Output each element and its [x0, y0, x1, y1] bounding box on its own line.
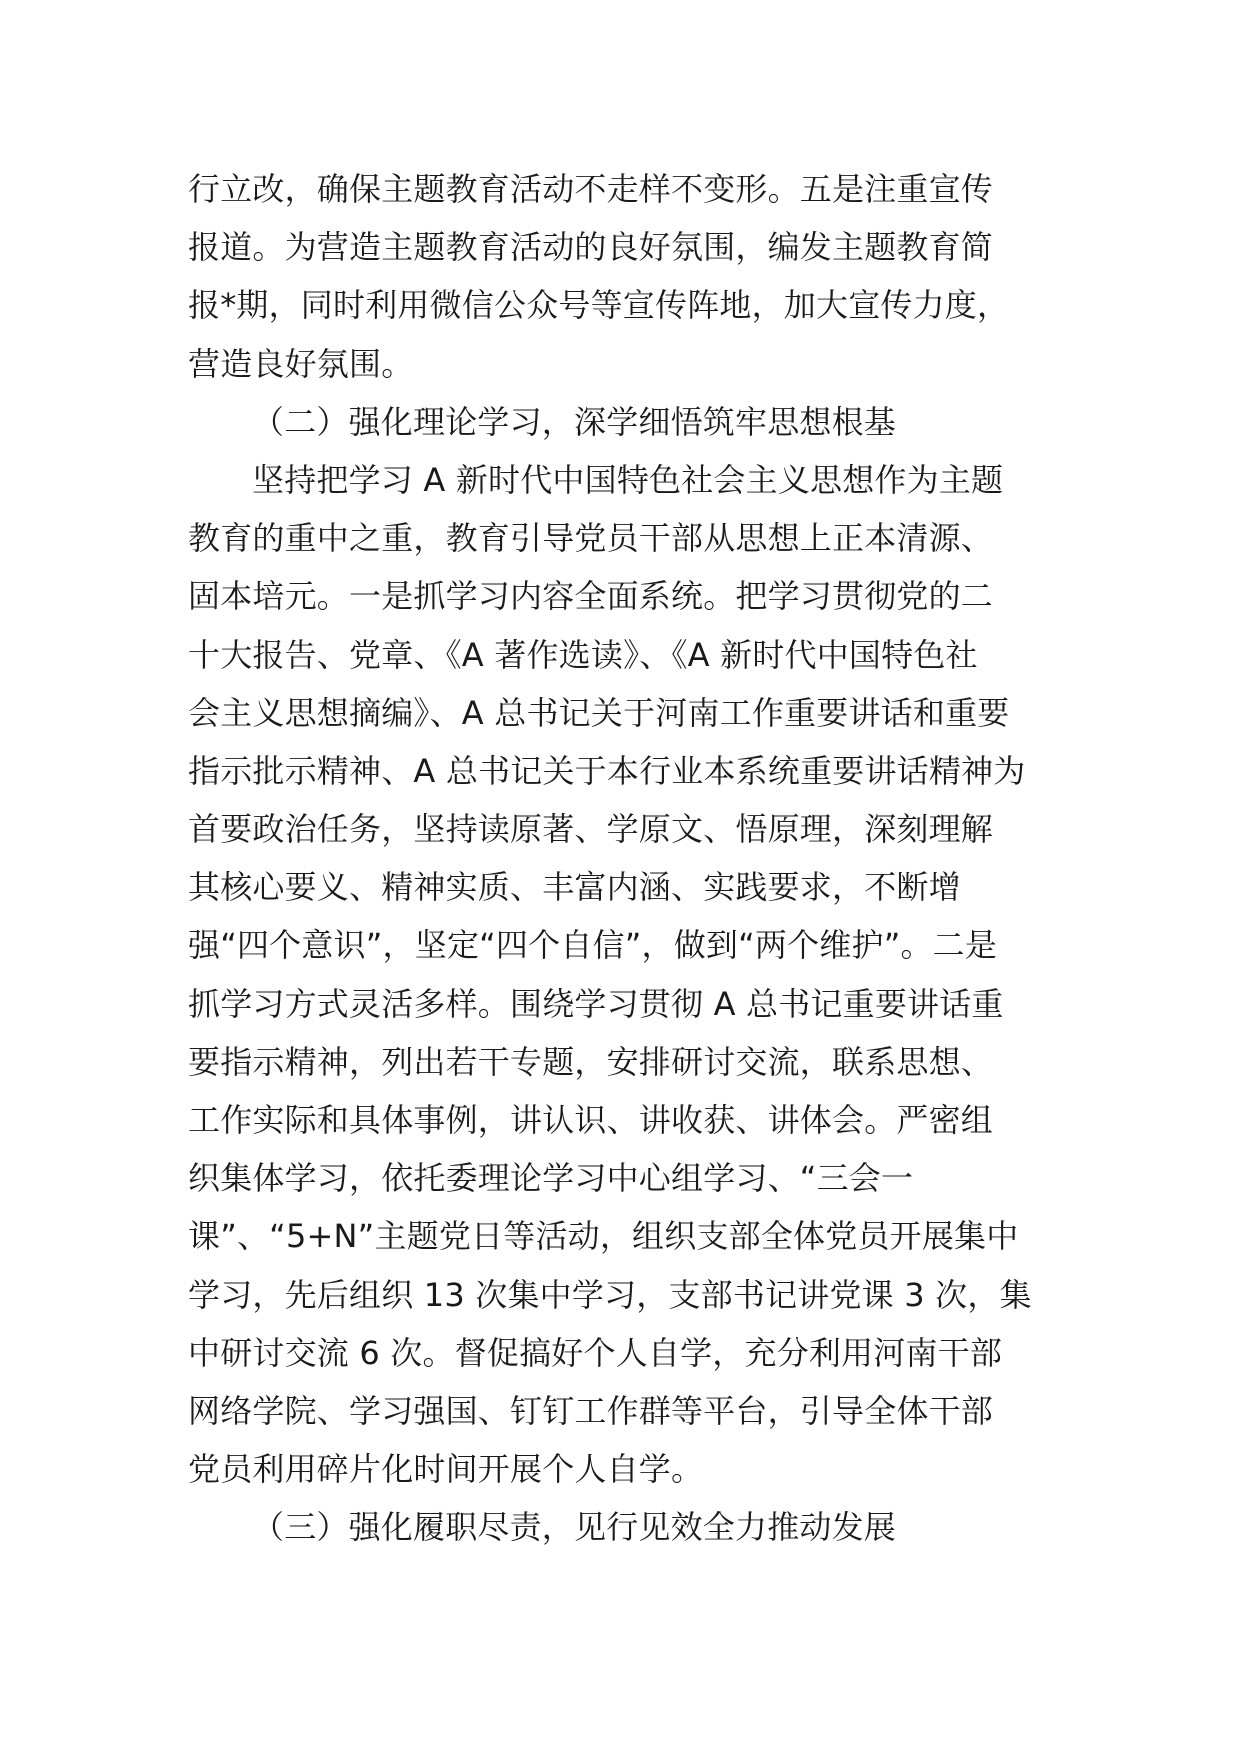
paragraph-line: 指示批示精神、A 总书记关于本行业本系统重要讲话精神为 [188, 751, 1026, 790]
document-body [188, 160, 1068, 1557]
paragraph-line-indented: 坚持把学习 A 新时代中国特色社会主义思想作为主题 [252, 460, 1004, 499]
paragraph-line: 固本培元。一是抓学习内容全面系统。把学习贯彻党的二 [188, 577, 994, 616]
paragraph-line: 课”、“5+N”主题党日等活动，组织支部全体党员开展集中 [188, 1217, 1019, 1256]
paragraph-line: 抓学习方式灵活多样。围绕学习贯彻 A 总书记重要讲话重 [188, 984, 1004, 1023]
paragraph-line: 工作实际和具体事例，讲认识、讲收获、讲体会。严密组 [188, 1101, 994, 1139]
paragraph-line: 营造良好氛围。 [188, 344, 414, 383]
paragraph-line-indented: （三）强化履职尽责，见行见效全力推动发展 [252, 1508, 897, 1547]
paragraph-line: 教育的重中之重，教育引导党员干部从思想上正本清源、 [188, 519, 994, 558]
paragraph-line: 网络学院、学习强国、钉钉工作群等平台，引导全体干部 [188, 1391, 994, 1430]
paragraph-line-indented: （二）强化理论学习，深学细悟筑牢思想根基 [252, 402, 897, 441]
paragraph-line: 织集体学习，依托委理论学习中心组学习、“三会一 [188, 1159, 914, 1198]
paragraph-line: 中研讨交流 6 次。督促搞好个人自学，充分利用河南干部 [188, 1333, 1003, 1372]
paragraph-line: 要指示精神，列出若干专题，安排研讨交流，联系思想、 [188, 1042, 994, 1081]
paragraph-line: 党员利用碎片化时间开展个人自学。 [188, 1450, 704, 1489]
paragraph-line: 会主义思想摘编》、A 总书记关于河南工作重要讲话和重要 [188, 693, 1010, 732]
paragraph-line: 首要政治任务，坚持读原著、学原文、悟原理，深刻理解 [188, 810, 994, 849]
paragraph-line: 其核心要义、精神实质、丰富内涵、实践要求，不断增 [188, 868, 961, 907]
paragraph-line: 十大报告、党章、《A 著作选读》、《A 新时代中国特色社 [188, 635, 978, 674]
paragraph-line: 强“四个意识”，坚定“四个自信”，做到“两个维护”。二是 [188, 926, 998, 965]
paragraph-line: 报道。为营造主题教育活动的良好氛围，编发主题教育简 [188, 228, 994, 267]
paragraph-line: 学习，先后组织 13 次集中学习，支部书记讲党课 3 次，集 [188, 1275, 1032, 1314]
paragraph-line: 行立改，确保主题教育活动不走样不变形。五是注重宣传 [188, 170, 994, 208]
paragraph-line: 报*期，同时利用微信公众号等宣传阵地，加大宣传力度， [188, 286, 1010, 325]
